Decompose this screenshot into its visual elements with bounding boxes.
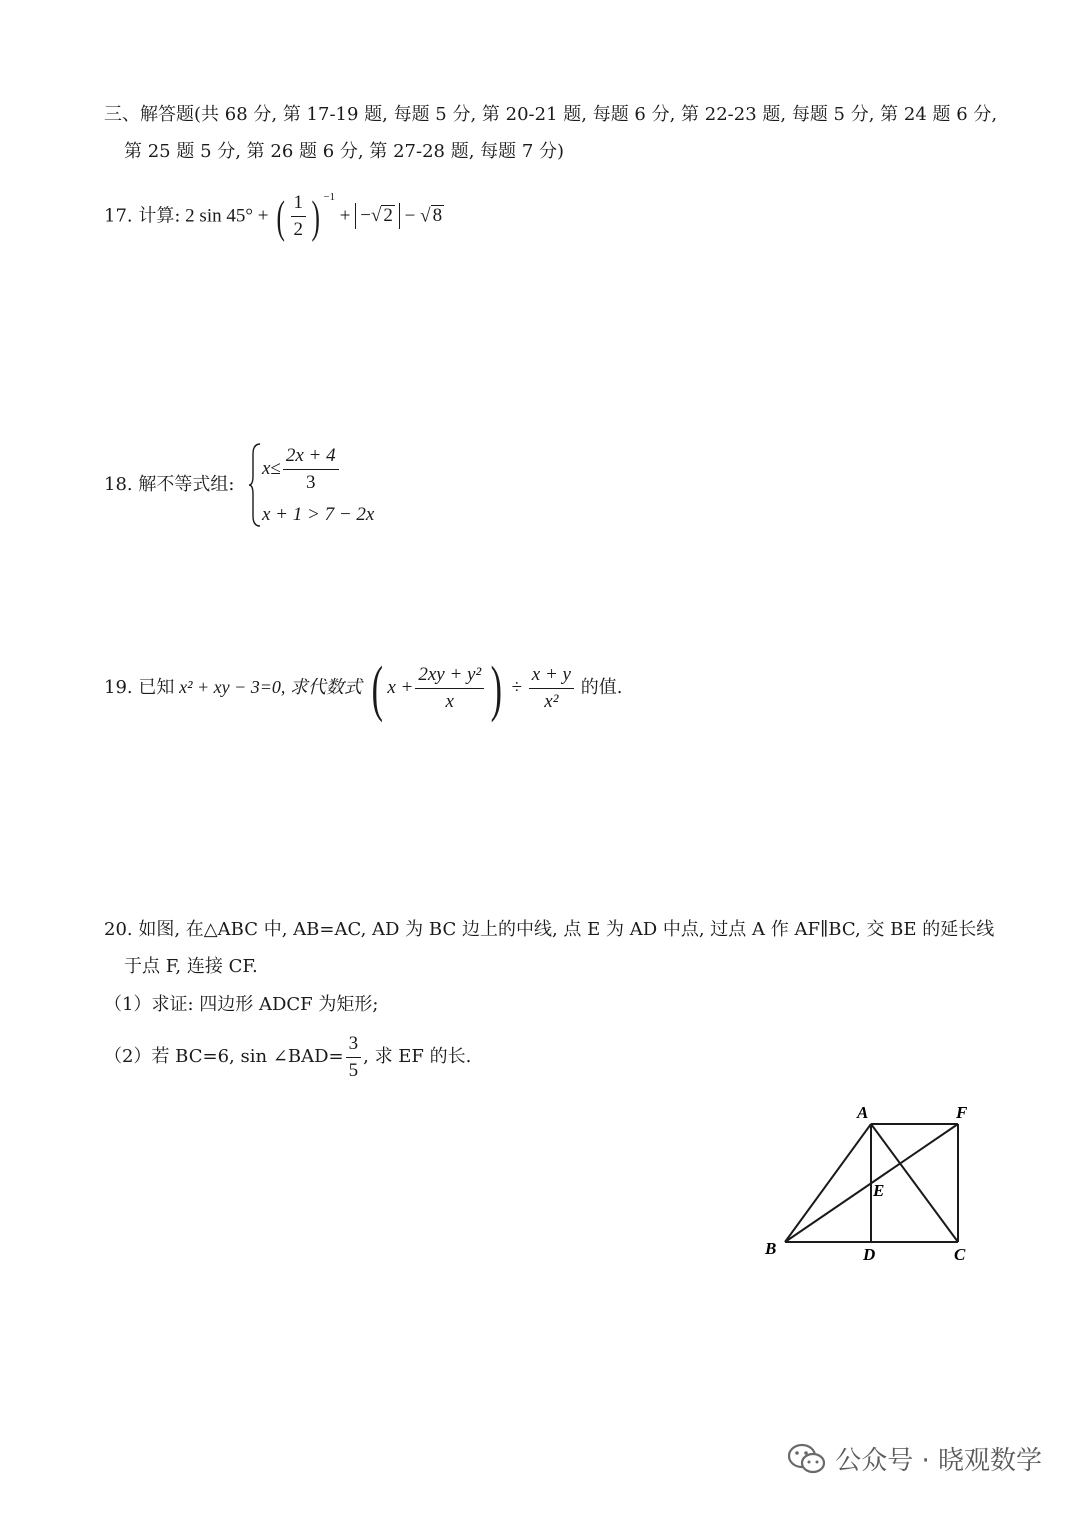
q19-right-paren: ) <box>490 654 503 723</box>
q19-frac2-num: x + y <box>529 662 574 689</box>
q18-prefix: 18. 解不等式组: <box>104 474 235 495</box>
q20-line1: 20. 如图, 在△ABC 中, AB=AC, AD 为 BC 边上的中线, 点 E 为 AD 中点, 过点 A 作 AF∥BC, 交 BE 的延长线 <box>104 919 995 940</box>
q20-part2-suffix: , 求 EF 的长. <box>363 1046 472 1067</box>
section-header-line1: 三、解答题(共 68 分, 第 17-19 题, 每题 5 分, 第 20-21 题, 每题 6 分, 第 22-23 题, 每题 5 分, 第 24 题 6 分, <box>104 104 998 125</box>
q17-minus: − <box>404 205 416 227</box>
q17-plus1: + <box>257 205 269 227</box>
label-A: A <box>857 1103 869 1122</box>
label-B: B <box>765 1239 777 1258</box>
label-F: F <box>956 1103 968 1122</box>
q17-term1: 2 sin 45° <box>185 205 253 227</box>
q18-inequality-2: x + 1 > 7 − 2x <box>262 504 375 525</box>
q17-exponent: −1 <box>323 191 336 203</box>
q18-ineq1-num: 2x + 4 <box>283 443 339 470</box>
q17-abs: −√ 2 <box>355 203 400 229</box>
label-C: C <box>954 1245 966 1264</box>
q19-frac1-num: 2xy + y² <box>415 662 484 689</box>
watermark-text: 公众号 · 晓观数学 <box>835 1446 1042 1476</box>
q18-ineq1-fraction <box>283 443 339 496</box>
q17-frac-den: 2 <box>293 219 303 241</box>
question-17: 17. 计算: 2 sin 45° + ( $\frac{1}{2}$ ) $^{-1}$ + −√ 2 − √ 8 <box>104 190 443 242</box>
q19-frac1-den: x <box>445 691 454 713</box>
q20-part2-num: 3 <box>346 1031 362 1058</box>
geometry-figure <box>755 1098 985 1268</box>
q18-ineq1-lhs: x <box>262 458 271 479</box>
q17-plus2: + <box>339 205 351 227</box>
q17-sqrt2: 2 <box>383 205 393 227</box>
q19-prefix: 19. 已知 <box>104 677 175 698</box>
q18-ineq1-den: 3 <box>306 472 316 494</box>
q18-brace-icon <box>248 442 262 528</box>
q19-fraction-1 <box>415 662 484 715</box>
q20-part1: （1）求证: 四边形 ADCF 为矩形; <box>104 994 379 1015</box>
q17-fraction <box>291 190 307 243</box>
label-D: D <box>863 1245 876 1264</box>
segment-AB <box>785 1124 871 1242</box>
q19-div: ÷ <box>511 677 523 698</box>
q17-prefix: 17. 计算: <box>104 205 181 227</box>
q18-ineq1-op: ≤ <box>270 458 281 479</box>
left-paren: ( <box>276 190 286 242</box>
q19-frac2-den: x² <box>544 691 559 713</box>
q19-fraction-2 <box>529 662 574 715</box>
q20-part2-den: 5 <box>348 1059 359 1081</box>
q19-condition: x² + xy − 3=0, 求代数式 <box>179 677 362 697</box>
label-E: E <box>873 1181 885 1200</box>
wechat-icon <box>787 1443 827 1475</box>
q20-line2: 于点 F, 连接 CF. <box>124 956 258 977</box>
q17-frac-num: 1 <box>291 190 307 217</box>
watermark <box>787 1440 1042 1477</box>
q19-inner-x: x + <box>387 677 414 698</box>
q20-part2-prefix: （2）若 BC=6, sin ∠BAD= <box>104 1046 344 1067</box>
q19-suffix: 的值. <box>580 677 623 698</box>
question-19 <box>104 654 623 723</box>
section-header-line2: 第 25 题 5 分, 第 26 题 6 分, 第 27-28 题, 每题 7 分) <box>124 141 565 162</box>
q20-part2 <box>104 1030 471 1084</box>
q19-left-paren: ( <box>371 654 383 723</box>
q17-sqrt8: 8 <box>432 205 443 227</box>
q20-part2-fraction <box>346 1031 362 1084</box>
q17-abs-minus: − <box>360 205 371 227</box>
right-paren: ) <box>311 190 320 242</box>
q18-inequality-1 <box>262 440 341 498</box>
